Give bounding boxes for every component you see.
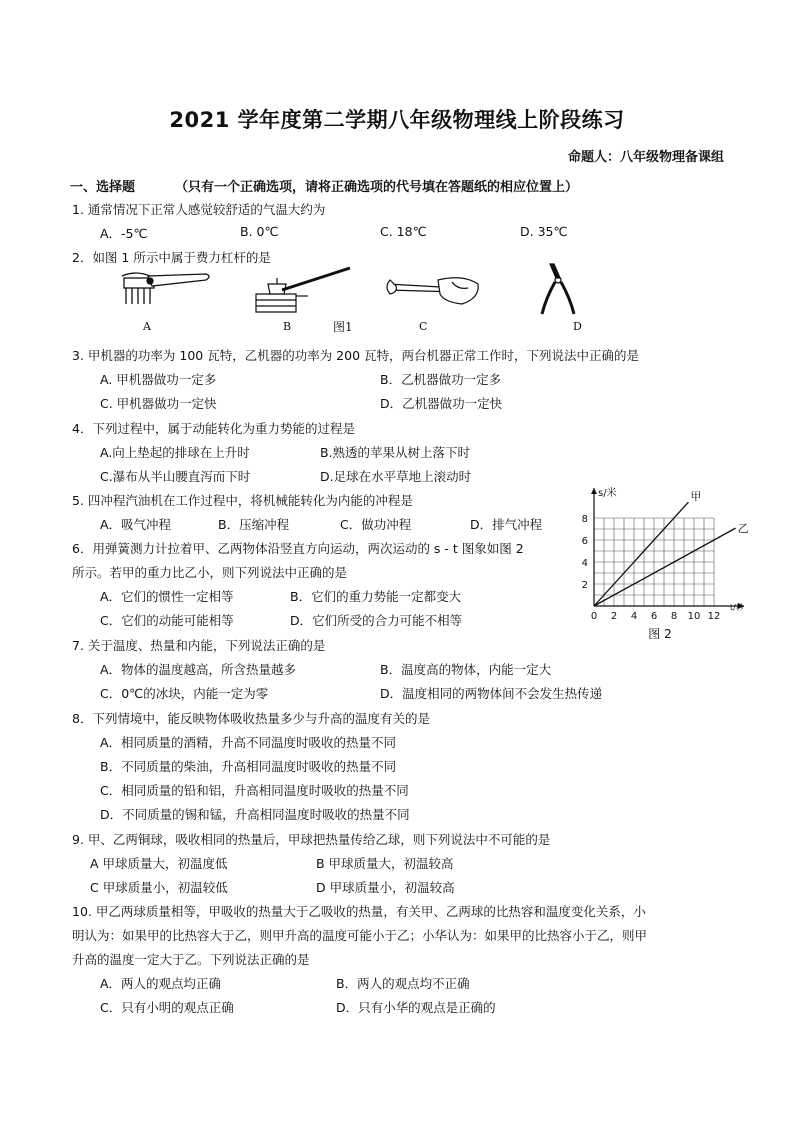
figure-2-caption: 图 2	[648, 627, 672, 641]
section-note: （只有一个正确选项，请将正确选项的代号填在答题纸的相应位置上）	[175, 180, 579, 195]
q8-option-a: A．相同质量的酒精，升高不同温度时吸收的热量不同	[100, 735, 397, 750]
q10-option-b: B．两人的观点均不正确	[336, 976, 470, 991]
q5-option-a: A．吸气冲程	[100, 517, 172, 532]
y-tick-label: 4	[581, 558, 588, 569]
q9-option-c: C 甲球质量小，初温较低	[90, 880, 228, 895]
x-tick-label: 4	[630, 611, 638, 622]
q1-option-a: A．-5℃	[100, 226, 148, 241]
fig1-label-b: B	[283, 320, 292, 333]
x-tick-label: 8	[670, 611, 678, 622]
question-10-stem-line2: 明认为：如果甲的比热容大于乙，则甲升高的温度可能小于乙；小华认为：如果甲的比热容小于乙，则甲	[72, 928, 648, 943]
x-axis-label: t/秒	[730, 603, 744, 612]
q10-option-c: C．只有小明的观点正确	[100, 1000, 234, 1015]
y-tick-label: 8	[581, 514, 588, 525]
q5-option-d: D．排气冲程	[470, 517, 543, 532]
q6-option-a: A．它们的惯性一定相等	[100, 589, 234, 604]
series-label-jia: 甲	[690, 490, 702, 504]
q3-option-d: D．乙机器做功一定快	[380, 396, 503, 411]
q1-option-d: D. 35℃	[520, 224, 568, 239]
x-tick-label: 10	[687, 611, 701, 622]
question-1-stem: 1. 通常情况下正常人感觉较舒适的气温大约为	[72, 202, 326, 217]
section-title: 一、选择题	[70, 180, 136, 195]
y-tick-label: 6	[581, 536, 588, 547]
x-tick-label: 0	[590, 611, 598, 622]
question-10-stem-line1: 10. 甲乙两球质量相等，甲吸收的热量大于乙吸收的热量，有关甲、乙两球的比热容和温度变化关系，小	[72, 904, 646, 919]
fig1-label-c: C	[419, 320, 428, 333]
question-7-stem: 7. 关于温度、热量和内能，下列说法正确的是	[72, 638, 326, 653]
y-axis-arrow	[591, 488, 597, 494]
lever-a-illustration	[122, 273, 209, 304]
q4-option-b: B.熟透的苹果从树上落下时	[320, 445, 471, 460]
q10-option-a: A．两人的观点均正确	[100, 976, 222, 991]
q9-option-d: D 甲球质量小，初温较高	[316, 880, 455, 895]
fig1-label-a: A	[143, 320, 151, 333]
q9-option-a: A 甲球质量大，初温度低	[90, 856, 228, 871]
q7-option-a: A．物体的温度越高，所含热量越多	[100, 662, 297, 677]
q4-option-a: A.向上垫起的排球在上升时	[100, 445, 250, 460]
x-tick-label: 2	[610, 611, 618, 622]
q9-option-b: B 甲球质量大，初温较高	[316, 856, 454, 871]
fig1-label-d: D	[573, 320, 582, 333]
question-9-stem: 9. 甲、乙两铜球，吸收相同的热量后，甲球把热量传给乙球，则下列说法中不可能的是	[72, 832, 551, 847]
q6-option-b: B．它们的重力势能一定都变大	[290, 589, 462, 604]
q1-option-b: B. 0℃	[240, 224, 279, 239]
q6-option-c: C．它们的动能可能相等	[100, 613, 234, 628]
q3-option-a: A. 甲机器做功一定多	[100, 372, 217, 387]
q6-option-d: D．它们所受的合力可能不相等	[290, 613, 463, 628]
q8-option-b: B．不同质量的柴油，升高相同温度时吸收的热量不同	[100, 759, 397, 774]
author-line: 命题人：八年级物理备课组	[567, 150, 724, 165]
q7-option-c: C．0℃的冰块，内能一定为零	[100, 686, 269, 701]
question-3-stem: 3. 甲机器的功率为 100 瓦特，乙机器的功率为 200 瓦特，两台机器正常工作时，下列说法中正确的是	[72, 348, 640, 363]
q1-option-c: C. 18℃	[380, 224, 427, 239]
y-tick-label: 2	[581, 580, 588, 591]
q5-option-b: B．压缩冲程	[218, 517, 290, 532]
q4-option-d: D.足球在水平草地上滚动时	[320, 469, 472, 484]
question-5-stem: 5. 四冲程汽油机在工作过程中，将机械能转化为内能的冲程是	[72, 493, 413, 508]
q10-option-d: D．只有小华的观点是正确的	[336, 1000, 496, 1015]
fig1-caption: 图1	[333, 320, 353, 334]
question-6-stem-line1: 6．用弹簧测力计拉着甲、乙两物体沿竖直方向运动，两次运动的 s - t 图象如图 2	[72, 541, 524, 556]
x-tick-label: 6	[650, 611, 658, 622]
question-10-stem-line3: 升高的温度一定大于乙。下列说法正确的是	[72, 952, 310, 967]
q3-option-b: B．乙机器做功一定多	[380, 372, 502, 387]
figure-2-st-graph	[570, 474, 780, 644]
section-heading	[70, 176, 578, 195]
q8-option-c: C．相同质量的铅和铝，升高相同温度时吸收的热量不同	[100, 783, 409, 798]
q8-option-d: D．不同质量的锡和锰，升高相同温度时吸收的热量不同	[100, 807, 410, 822]
page-title: 2021 学年度第二学期八年级物理线上阶段练习	[169, 108, 625, 132]
q4-option-c: C.瀑布从半山腰直泻而下时	[100, 469, 251, 484]
series-label-yi: 乙	[737, 522, 749, 536]
figure-1-levers	[118, 262, 588, 322]
q7-option-b: B．温度高的物体，内能一定大	[380, 662, 552, 677]
x-tick-label: 12	[707, 611, 721, 622]
q7-option-d: D．温度相同的两物体间不会发生热传递	[380, 686, 603, 701]
lever-c-illustration	[387, 278, 478, 304]
question-4-stem: 4．下列过程中，属于动能转化为重力势能的过程是	[72, 421, 355, 436]
y-axis-label: s/米	[598, 488, 617, 499]
q5-option-c: C．做功冲程	[340, 517, 412, 532]
lever-d-illustration	[542, 264, 574, 314]
question-6-stem-line2: 所示。若甲的重力比乙小，则下列说法中正确的是	[72, 565, 348, 580]
lever-b-illustration	[256, 268, 350, 312]
question-2-stem: 2．如图 1 所示中属于费力杠杆的是	[72, 250, 271, 265]
q3-option-c: C. 甲机器做功一定快	[100, 396, 217, 411]
question-8-stem: 8．下列情境中，能反映物体吸收热量多少与升高的温度有关的是	[72, 711, 430, 726]
